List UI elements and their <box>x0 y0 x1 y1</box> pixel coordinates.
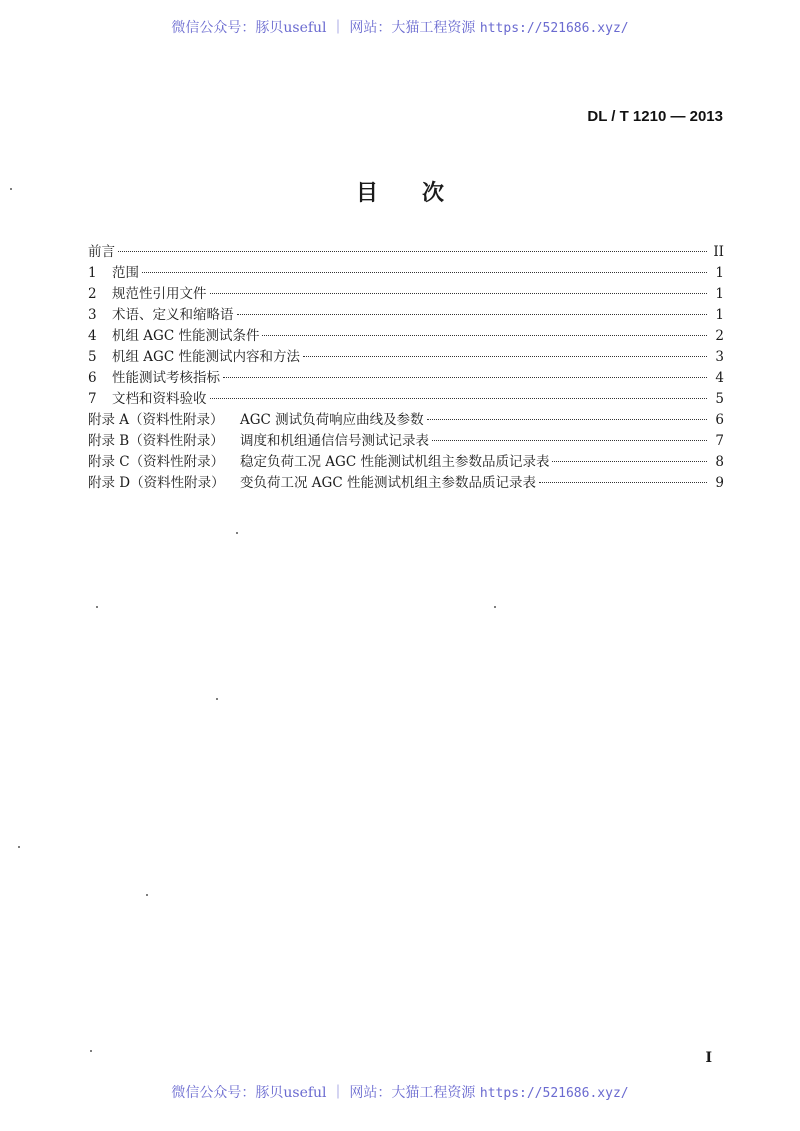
watermark-text: 微信公众号：豚贝useful ｜ 网站：大猫工程资源 <box>171 20 480 36</box>
toc-entry-number: 1 <box>88 265 97 281</box>
appendix-label: 变负荷工况 AGC 性能测试机组主参数品质记录表 <box>240 475 536 491</box>
toc-entry-page: 3 <box>715 349 724 365</box>
appendix-label: 调度和机组通信信号测试记录表 <box>240 433 429 449</box>
scan-speck <box>96 606 98 608</box>
toc-entry-number: 5 <box>88 349 97 365</box>
dot-leader <box>539 482 707 483</box>
appendix-label: AGC 测试负荷响应曲线及参数 <box>240 412 424 428</box>
toc-entry[interactable] <box>88 284 724 305</box>
dot-leader <box>210 398 708 399</box>
dot-leader <box>223 377 707 378</box>
toc-entry-label: 机组 AGC 性能测试条件 <box>112 328 260 344</box>
toc-entry[interactable] <box>88 305 724 326</box>
appendix-label: 稳定负荷工况 AGC 性能测试机组主参数品质记录表 <box>240 454 550 470</box>
toc-entry-label: 性能测试考核指标 <box>112 370 220 386</box>
toc-entry-number: 6 <box>88 370 97 386</box>
scan-speck <box>90 1050 92 1052</box>
watermark-url[interactable]: https://521686.xyz/ <box>479 1086 629 1101</box>
toc-entry-label: 前言 <box>88 244 115 260</box>
dot-leader <box>142 272 707 273</box>
scan-speck <box>236 532 238 534</box>
dot-leader <box>552 461 707 462</box>
toc-entry-number: 4 <box>88 328 97 344</box>
toc-entry-label: 机组 AGC 性能测试内容和方法 <box>112 349 300 365</box>
toc-entry-page: 6 <box>715 412 724 428</box>
appendix-prefix: 附录 C（资料性附录） <box>88 454 225 470</box>
toc-entry-page: 8 <box>715 454 724 470</box>
toc-entry-page: 9 <box>715 475 724 491</box>
toc-entry-page: 1 <box>715 286 724 302</box>
dot-leader <box>432 440 707 441</box>
toc-entry-number: 3 <box>88 307 97 323</box>
page-number: I <box>705 1050 712 1066</box>
toc-entry-label: 范围 <box>112 265 139 281</box>
toc-entry-page: II <box>713 244 724 260</box>
toc-entry-page: 7 <box>715 433 724 449</box>
toc-entry[interactable] <box>88 326 724 347</box>
toc-entry[interactable] <box>88 263 724 284</box>
dot-leader <box>262 335 707 336</box>
toc-entry-number: 2 <box>88 286 97 302</box>
dot-leader <box>303 356 707 357</box>
toc-entry-page: 4 <box>715 370 724 386</box>
toc-entry[interactable] <box>88 368 724 389</box>
toc-entry-foreword[interactable] <box>88 242 724 263</box>
toc-appendix-c[interactable] <box>88 452 724 473</box>
toc-entry[interactable] <box>88 347 724 368</box>
table-of-contents <box>88 242 724 494</box>
toc-appendix-d[interactable] <box>88 473 724 494</box>
toc-entry-page: 5 <box>715 391 724 407</box>
toc-entry-page: 2 <box>715 328 724 344</box>
toc-entry[interactable] <box>88 389 724 410</box>
toc-entry-label: 文档和资料验收 <box>112 391 207 407</box>
dot-leader <box>237 314 708 315</box>
standard-code: DL / T 1210 — 2013 <box>587 108 723 125</box>
watermark-top <box>0 17 800 37</box>
scan-speck <box>216 698 218 700</box>
scan-speck <box>10 188 12 190</box>
dot-leader <box>427 419 707 420</box>
toc-appendix-b[interactable] <box>88 431 724 452</box>
watermark-text: 微信公众号：豚贝useful ｜ 网站：大猫工程资源 <box>171 1085 480 1101</box>
scan-speck <box>494 606 496 608</box>
toc-entry-number: 7 <box>88 391 97 407</box>
appendix-prefix: 附录 D（资料性附录） <box>88 475 225 491</box>
dot-leader <box>118 251 707 252</box>
toc-entry-page: 1 <box>715 265 724 281</box>
scan-speck <box>146 894 148 896</box>
watermark-bottom <box>0 1082 800 1102</box>
toc-appendix-a[interactable] <box>88 410 724 431</box>
appendix-prefix: 附录 B（资料性附录） <box>88 433 224 449</box>
dot-leader <box>210 293 708 294</box>
toc-entry-label: 术语、定义和缩略语 <box>112 307 234 323</box>
toc-entry-page: 1 <box>715 307 724 323</box>
appendix-prefix: 附录 A（资料性附录） <box>88 412 224 428</box>
watermark-url[interactable]: https://521686.xyz/ <box>479 21 629 36</box>
toc-entry-label: 规范性引用文件 <box>112 286 207 302</box>
toc-title: 目次 <box>355 181 488 206</box>
scan-speck <box>18 846 20 848</box>
